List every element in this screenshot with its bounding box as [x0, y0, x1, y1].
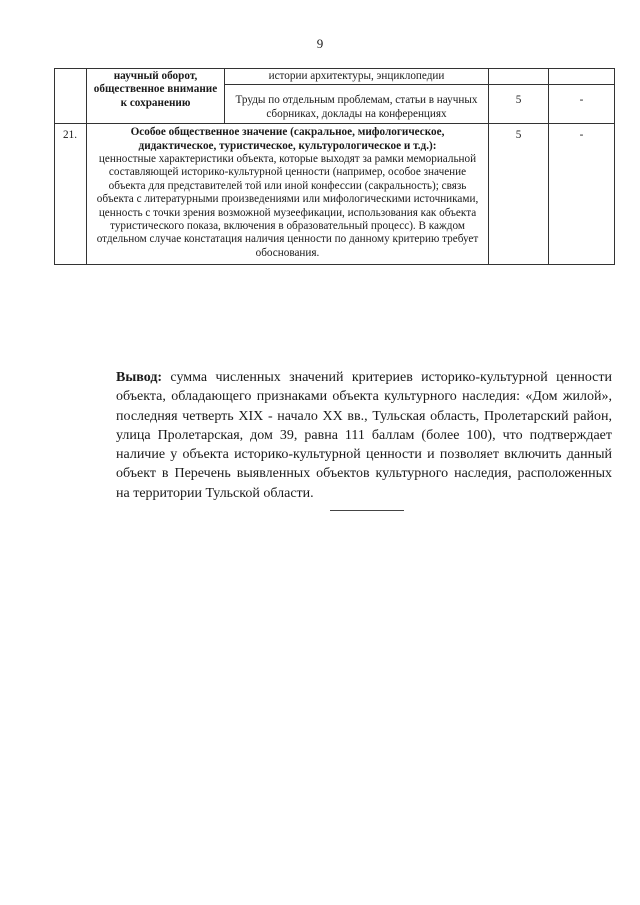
criteria-table: [54, 68, 615, 265]
criterion-description: ценностные характеристики объекта, которые выходят за рамки мемориальной составляющей историко-культурной ценности (например, особое значение объекта для представителей той или иной конфессии (сакральность); связь объекта с литературными произведениями или мифологическими источниками, ценность с точки зрения возможной музеефикации, использования как объекта туристического показа, включения в образовательный процесс). В каждом отдельном случае констатация наличия ценности по данному критерию требует обоснования.: [96, 153, 479, 259]
end-divider: [330, 510, 404, 511]
criterion-name-cell: научный оборот, общественное внимание к сохранению: [87, 69, 225, 124]
extra-cell: -: [549, 124, 615, 265]
score-cell-2: 5: [489, 85, 549, 124]
table-row-21: [55, 124, 615, 265]
criterion-title: Особое общественное значение (сакральное, мифологическое, дидактическое, туристическое, культурологическое и т.д.):: [130, 126, 445, 152]
table-row-continued-1: [55, 69, 615, 85]
extra-cell-2: -: [549, 85, 615, 124]
conclusion-text: сумма численных значений критериев историко-культурной ценности объекта, обладающего признаками объекта культурного наследия: «Дом жилой», последняя четверть XIX - начало XX вв., Тульская область, Пролетарский район, улица Пролетарская, дом 39, равна 111 баллам (более 100), что подтверждает наличие у объекта историко-культурной ценности и позволяет включить данный объект в Перечень выявленных объектов культурного наследия, расположенных на территории Тульской области.: [116, 370, 612, 501]
score-cell: 5: [489, 124, 549, 265]
conclusion-lead: Вывод:: [116, 370, 163, 385]
source-cell-2: Труды по отдельным проблемам, статьи в научных сборниках, доклады на конференциях: [225, 85, 489, 124]
row-number-cell: [55, 69, 87, 124]
conclusion-paragraph: [116, 368, 612, 503]
row-number-cell: 21.: [55, 124, 87, 265]
source-cell-1: истории архитектуры, энциклопедии: [225, 69, 489, 85]
page-number: 9: [316, 36, 324, 51]
extra-cell-1: [549, 69, 615, 85]
score-cell-1: [489, 69, 549, 85]
criterion-description-cell: [87, 124, 489, 265]
